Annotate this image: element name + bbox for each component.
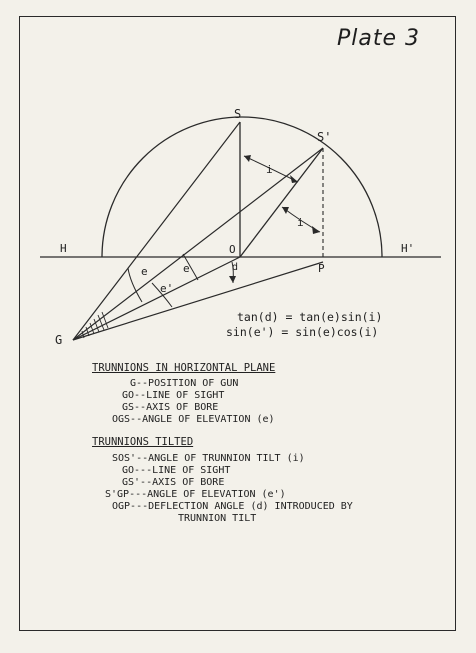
section1-item: GO--LINE OF SIGHT xyxy=(122,390,225,401)
section2-item: GO---LINE OF SIGHT xyxy=(122,465,231,476)
section2-item: S'GP---ANGLE OF ELEVATION (e') xyxy=(105,489,286,500)
semicircle-arc xyxy=(102,117,382,257)
section1-heading: TRUNNIONS IN HORIZONTAL PLANE xyxy=(92,362,276,374)
angle-d-arrowhead xyxy=(229,276,236,283)
label-h-prime: H' xyxy=(401,242,415,255)
section2-item: OGP---DEFLECTION ANGLE (d) INTRODUCED BY xyxy=(112,501,353,512)
section1-item: OGS--ANGLE OF ELEVATION (e) xyxy=(112,414,275,425)
section2-item: SOS'--ANGLE OF TRUNNION TILT (i) xyxy=(112,453,305,464)
line-go xyxy=(73,257,240,340)
label-s-prime: S' xyxy=(317,130,332,144)
equation-tan: tan(d) = tan(e)sin(i) xyxy=(237,310,383,324)
label-e-right: e xyxy=(183,262,190,275)
section1-item: G--POSITION OF GUN xyxy=(130,378,239,389)
label-e-left: e xyxy=(141,265,148,278)
angle-i-upper-arrowhead xyxy=(290,175,298,183)
label-h: H xyxy=(60,242,67,255)
label-o: O xyxy=(229,243,236,256)
angle-i-lower-arrowhead xyxy=(312,226,320,234)
angle-i-upper-arrowtail xyxy=(244,155,251,162)
label-i-lower: i xyxy=(297,216,304,229)
section1-item: GS--AXIS OF BORE xyxy=(122,402,219,413)
angle-i-lower-arrowtail xyxy=(282,207,289,214)
label-s: S xyxy=(234,107,242,121)
plate-title: Plate 3 xyxy=(337,26,421,51)
label-d: d xyxy=(232,262,239,273)
section2-item: GS'--AXIS OF BORE xyxy=(122,477,225,488)
equation-sin: sin(e') = sin(e)cos(i) xyxy=(226,325,379,339)
label-g: G xyxy=(55,333,63,347)
section2-heading: TRUNNIONS TILTED xyxy=(92,436,194,448)
label-i-upper: i xyxy=(266,163,273,176)
label-p: P xyxy=(318,262,325,275)
section2-item: TRUNNION TILT xyxy=(178,513,257,524)
label-e-prime: e' xyxy=(160,282,174,295)
